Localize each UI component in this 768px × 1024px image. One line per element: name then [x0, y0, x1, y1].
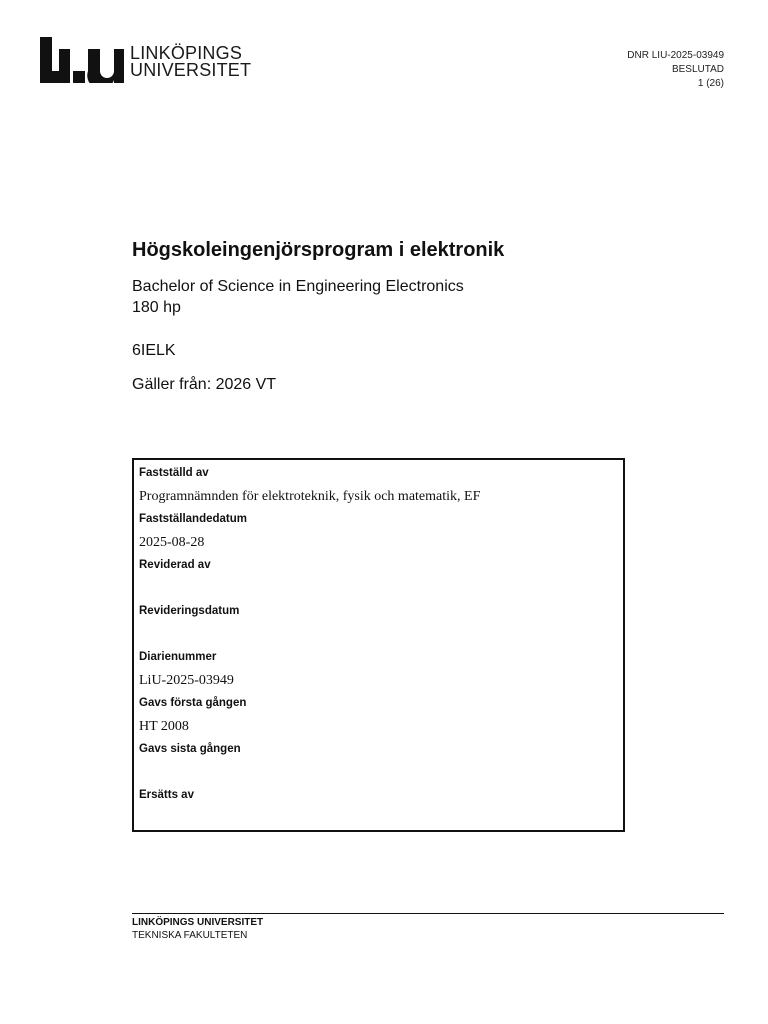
program-credits: 180 hp	[132, 299, 181, 316]
valid-from: Gäller från: 2026 VT	[132, 376, 277, 393]
field-label: Reviderad av	[139, 559, 211, 571]
field-value: Programnämnden för elektroteknik, fysik och matematik, EF	[139, 489, 481, 504]
field-value: 2025-08-28	[139, 535, 205, 550]
footer-faculty: TEKNISKA FAKULTETEN	[132, 930, 248, 941]
program-english-title: Bachelor of Science in Engineering Electronics	[132, 278, 464, 295]
field-label: Fastställd av	[139, 467, 209, 479]
field-label: Ersätts av	[139, 789, 194, 801]
field-value	[139, 764, 617, 782]
logo-line-1: LINKÖPINGS	[130, 42, 243, 64]
footer-university: LINKÖPINGS UNIVERSITET	[132, 917, 264, 928]
logo-line-2: UNIVERSITET	[130, 59, 252, 81]
field-label: Diarienummer	[139, 651, 217, 663]
field-label: Fastställandedatum	[139, 513, 247, 525]
program-code: 6IELK	[132, 342, 176, 359]
page-footer	[132, 913, 724, 942]
field-label: Gavs sista gången	[139, 743, 241, 755]
field-value: LiU-2025-03949	[139, 673, 234, 688]
document-meta	[627, 49, 724, 91]
field-label: Revideringsdatum	[139, 605, 240, 617]
field-value	[139, 580, 617, 598]
field-value: HT 2008	[139, 719, 189, 734]
university-logo	[40, 37, 251, 83]
field-value	[139, 626, 617, 644]
decision-info-box	[132, 458, 625, 832]
program-title: Högskoleingenjörsprogram i elektronik	[132, 239, 505, 261]
field-label: Gavs första gången	[139, 697, 247, 709]
document-status: BESLUTAD	[671, 64, 724, 75]
program-header	[132, 236, 692, 395]
field-value	[139, 810, 617, 828]
page-number: 1 (26)	[697, 78, 724, 89]
diary-number: DNR LIU-2025-03949	[627, 50, 724, 61]
liu-logo-icon	[40, 37, 124, 83]
